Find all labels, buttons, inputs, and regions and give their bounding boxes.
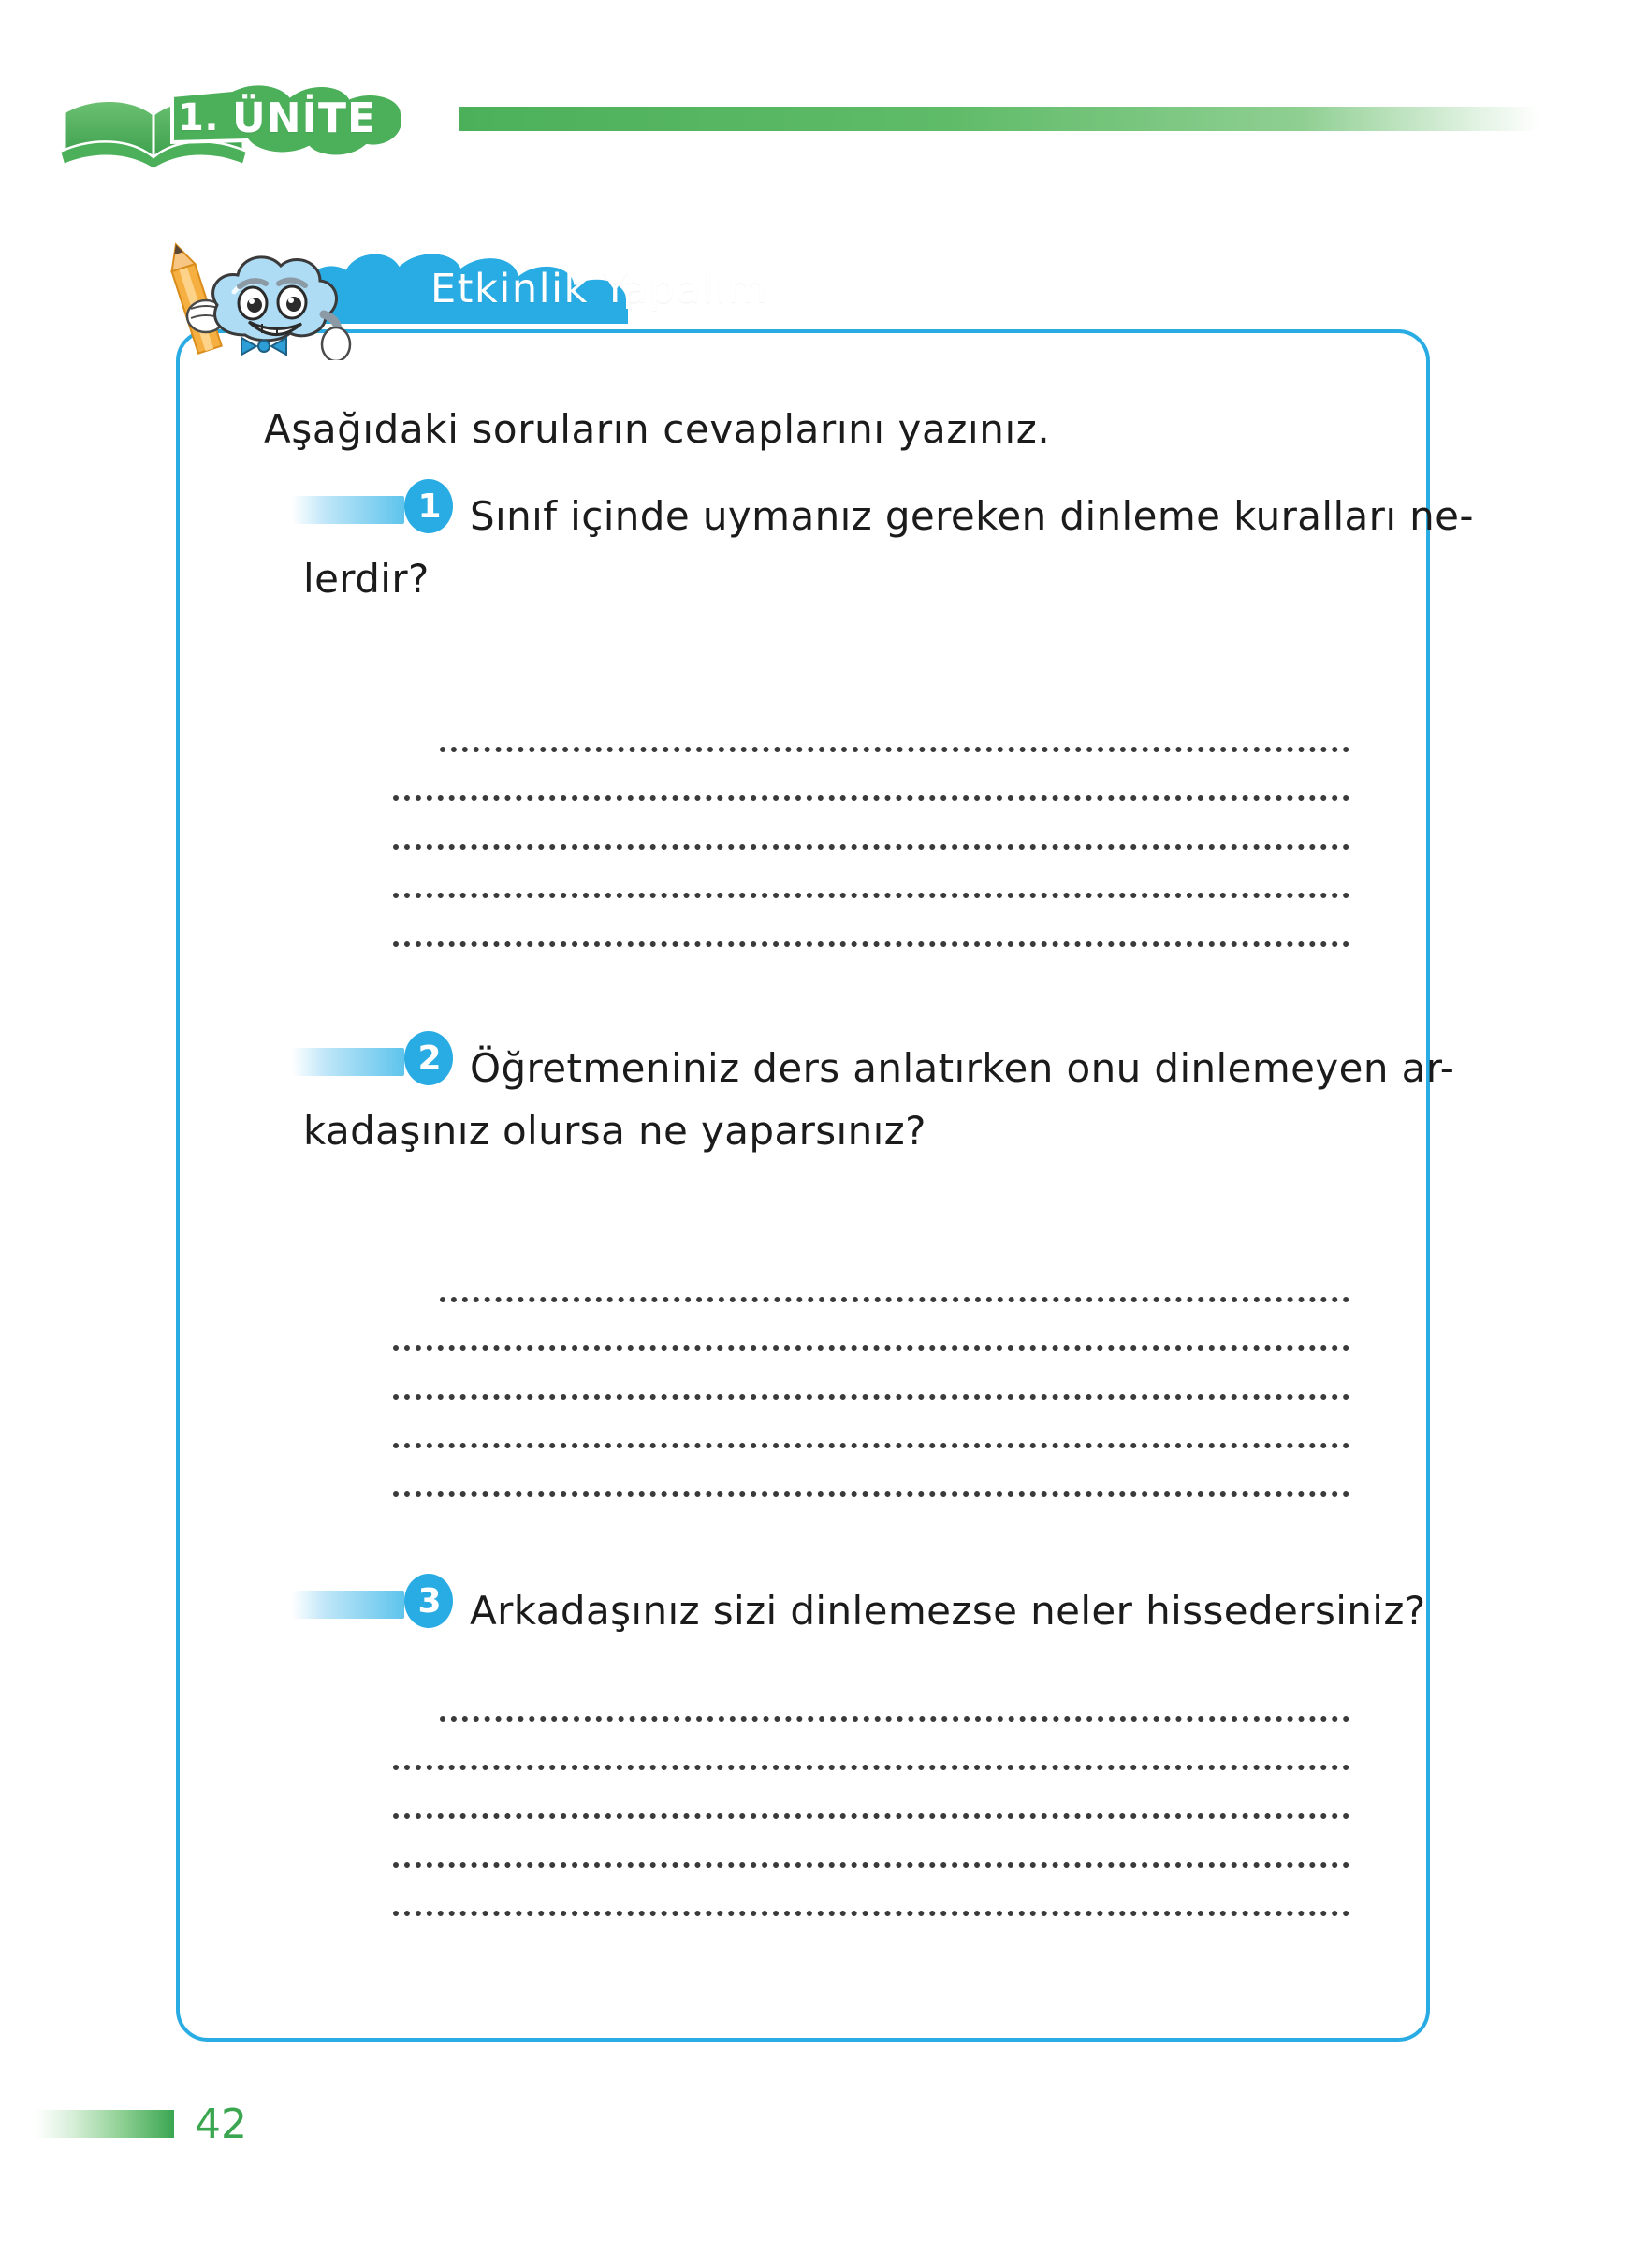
question-text-2-line1: Öğretmeniniz ders anlatırken onu dinlemeyen ar- xyxy=(470,1045,1455,1091)
instruction-text: Aşağıdaki soruların cevaplarını yazınız. xyxy=(264,406,1051,452)
question-number-badge-2: ) 2 xyxy=(404,1031,453,1085)
footer-accent-bar xyxy=(36,2110,174,2138)
question-marker-3 xyxy=(292,1591,404,1619)
cloud-character-with-pencil-icon xyxy=(140,234,374,360)
unit-label: ÜNİTE xyxy=(232,94,377,142)
answer-line-2-1[interactable] xyxy=(440,1295,1349,1302)
page-footer xyxy=(36,2100,316,2148)
answer-line-1-5[interactable] xyxy=(393,939,1349,947)
question-number-badge-1: ) 1 xyxy=(404,479,453,533)
activity-title-badge xyxy=(360,253,808,326)
activity-content-box xyxy=(176,329,1474,2042)
question-number-badge-3: ) 3 xyxy=(404,1574,453,1628)
question-text-1-line2: lerdir? xyxy=(303,556,430,602)
answer-line-3-1[interactable] xyxy=(440,1714,1349,1722)
activity-title: Etkinlik Yapalım xyxy=(430,266,768,313)
answer-line-3-2[interactable] xyxy=(393,1763,1349,1770)
answer-line-1-1[interactable] xyxy=(440,745,1349,752)
question-marker-2 xyxy=(292,1048,404,1076)
question-marker-1 xyxy=(292,496,404,524)
answer-line-3-4[interactable] xyxy=(393,1860,1349,1868)
activity-banner xyxy=(140,245,795,346)
unit-badge xyxy=(167,84,401,152)
answer-line-2-5[interactable] xyxy=(393,1490,1349,1497)
question-text-1-line1: Sınıf içinde uymanız gereken dinleme kuralları ne- xyxy=(470,493,1474,539)
unit-number: 1. xyxy=(178,96,220,139)
answer-line-2-3[interactable] xyxy=(393,1392,1349,1400)
answer-line-1-2[interactable] xyxy=(393,793,1349,801)
question-text-2-line2: kadaşınız olursa ne yaparsınız? xyxy=(303,1108,926,1154)
header-rule xyxy=(459,107,1539,131)
answer-line-1-3[interactable] xyxy=(393,842,1349,850)
answer-line-2-2[interactable] xyxy=(393,1344,1349,1351)
page-number: 42 xyxy=(195,2100,247,2148)
question-text-3-line1: Arkadaşınız sizi dinlemezse neler hissedersiniz? xyxy=(470,1588,1426,1634)
answer-line-3-3[interactable] xyxy=(393,1811,1349,1819)
answer-line-2-4[interactable] xyxy=(393,1441,1349,1448)
answer-line-3-5[interactable] xyxy=(393,1909,1349,1916)
answer-line-1-4[interactable] xyxy=(393,891,1349,898)
unit-header xyxy=(56,82,1553,174)
